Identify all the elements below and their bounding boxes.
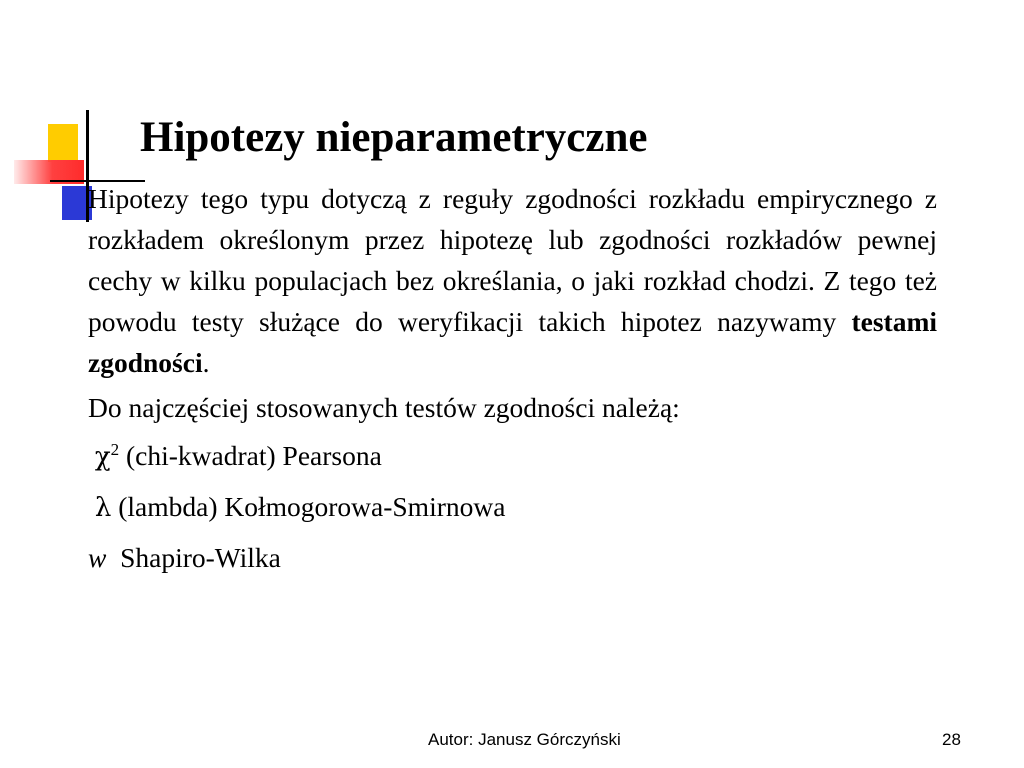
slide-body [88, 178, 937, 581]
tests-intro: Do najczęściej stosowanych testów zgodności należą: [88, 392, 680, 423]
w-symbol: w [88, 542, 107, 573]
decor-yellow-square [48, 124, 78, 162]
footer-author: Autor: Janusz Górczyński [428, 730, 621, 749]
chi-symbol: χ [94, 442, 111, 472]
page-number: 28 [942, 730, 961, 749]
lambda-symbol: λ [94, 493, 112, 523]
test-label-chi: (chi-kwadrat) Pearsona [126, 440, 382, 471]
slide-title: Hipotezy nieparametryczne [140, 114, 648, 161]
intro-paragraph [88, 178, 937, 383]
test-label-lambda: (lambda) Kołmogorowa-Smirnowa [118, 491, 506, 522]
paragraph-text: Hipotezy tego typu dotyczą z reguły zgodności rozkładu empirycznego z rozkładem określonym przez hipotezę lub zgodności rozkładów pewnej cechy w kilku populacjach bez określania, o jaki rozkład chodzi. Z tego też powodu testy służące do weryfikacji takich hipotez nazywamy [88, 183, 937, 337]
bold-term: testami zgodności [88, 306, 938, 378]
list-item [88, 483, 937, 530]
paragraph-end: . [202, 347, 210, 378]
list-item [88, 432, 937, 479]
list-item [88, 534, 937, 581]
chi-superscript: 2 [110, 439, 120, 459]
test-label-shapiro: Shapiro-Wilka [120, 542, 281, 573]
